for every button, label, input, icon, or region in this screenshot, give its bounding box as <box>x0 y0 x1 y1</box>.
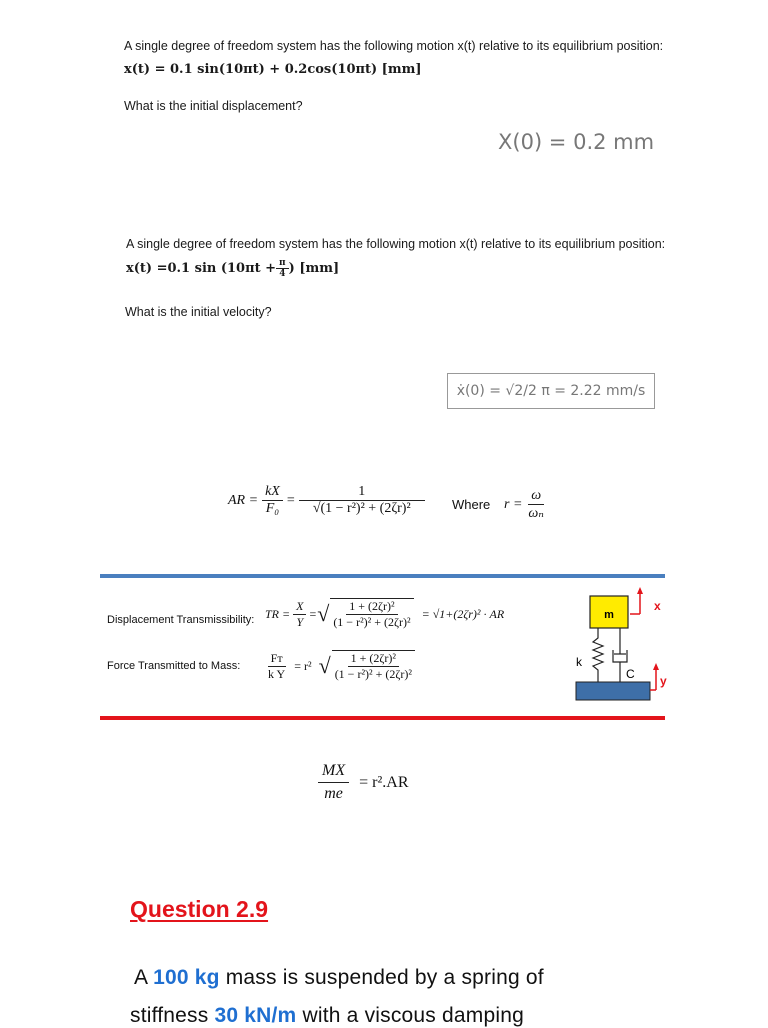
q1-prompt: A single degree of freedom system has the following motion x(t) relative to its equilibrium position: <box>124 39 664 53</box>
damper-label: C <box>626 667 635 681</box>
spring-icon <box>593 628 603 682</box>
force-transmitted-label: Force Transmitted to Mass: <box>107 660 241 672</box>
question-line-1: A 100 kg mass is suspended by a spring of <box>134 966 544 989</box>
question-line-2: stiffness 30 kN/m with a viscous damping <box>130 1004 524 1027</box>
x-label: x <box>654 599 661 613</box>
base-plate <box>576 682 650 700</box>
q2-answer-box <box>447 373 655 409</box>
q1-answer: X(0) = 0.2 mm <box>498 130 655 154</box>
spring-label: k <box>576 655 582 669</box>
ar-where: Where <box>452 497 491 512</box>
mass-label: m <box>604 609 614 621</box>
y-label: y <box>660 674 667 688</box>
q1-equation: x(t) = 0.1 sin(10πt) + 0.2cos(10πt) [mm] <box>124 62 422 77</box>
disp-transmissibility-label: Displacement Transmissibility: <box>107 614 255 626</box>
bottom-rule <box>100 716 665 720</box>
q1-question: What is the initial displacement? <box>124 99 303 113</box>
question-title: Question 2.9 <box>130 896 269 922</box>
tr-formula: TR = $\frac{X}{Y}$ = √ $\frac{\text{1 + (2ζr)²}}{\text{(1 − r²)² + (2ζr)²}}$ = √1+(2ζr)² · AR <box>265 598 505 629</box>
ft-formula: $\frac{\text{Fᴛ}}{\text{k Y}}$ = r² √ $\frac{\text{1 + (2ζr)²}}{\text{(1 − r²)² + (2ζr)²}}$ <box>265 650 415 682</box>
r-formula: r = $\frac{\omega}{\text{ωₙ}}$ <box>504 488 544 521</box>
ar-denominator: √(1 − r²)² + (2ζr)² <box>312 501 411 516</box>
spring-mass-diagram <box>568 584 668 712</box>
ar-formula: AR = $\frac{kX}{\text{F₀}}$ = $\frac{1}{\text{√(1 − r²)² + (2ζr)²}}$ <box>228 484 425 517</box>
q2-question: What is the initial velocity? <box>125 305 272 319</box>
mx-formula: $\frac{MX}{me}$ = r².AR <box>318 760 408 805</box>
q2-equation: x(t) = 0.1 sin (10πt + $\frac{\pi}{4}$ ) [mm] <box>126 258 340 279</box>
q2-prompt: A single degree of freedom system has the following motion x(t) relative to its equilibrium position: <box>126 237 666 251</box>
top-rule <box>100 574 665 578</box>
q2-answer: ẋ(0) = √2/2 π = 2.22 mm/s <box>456 383 646 399</box>
